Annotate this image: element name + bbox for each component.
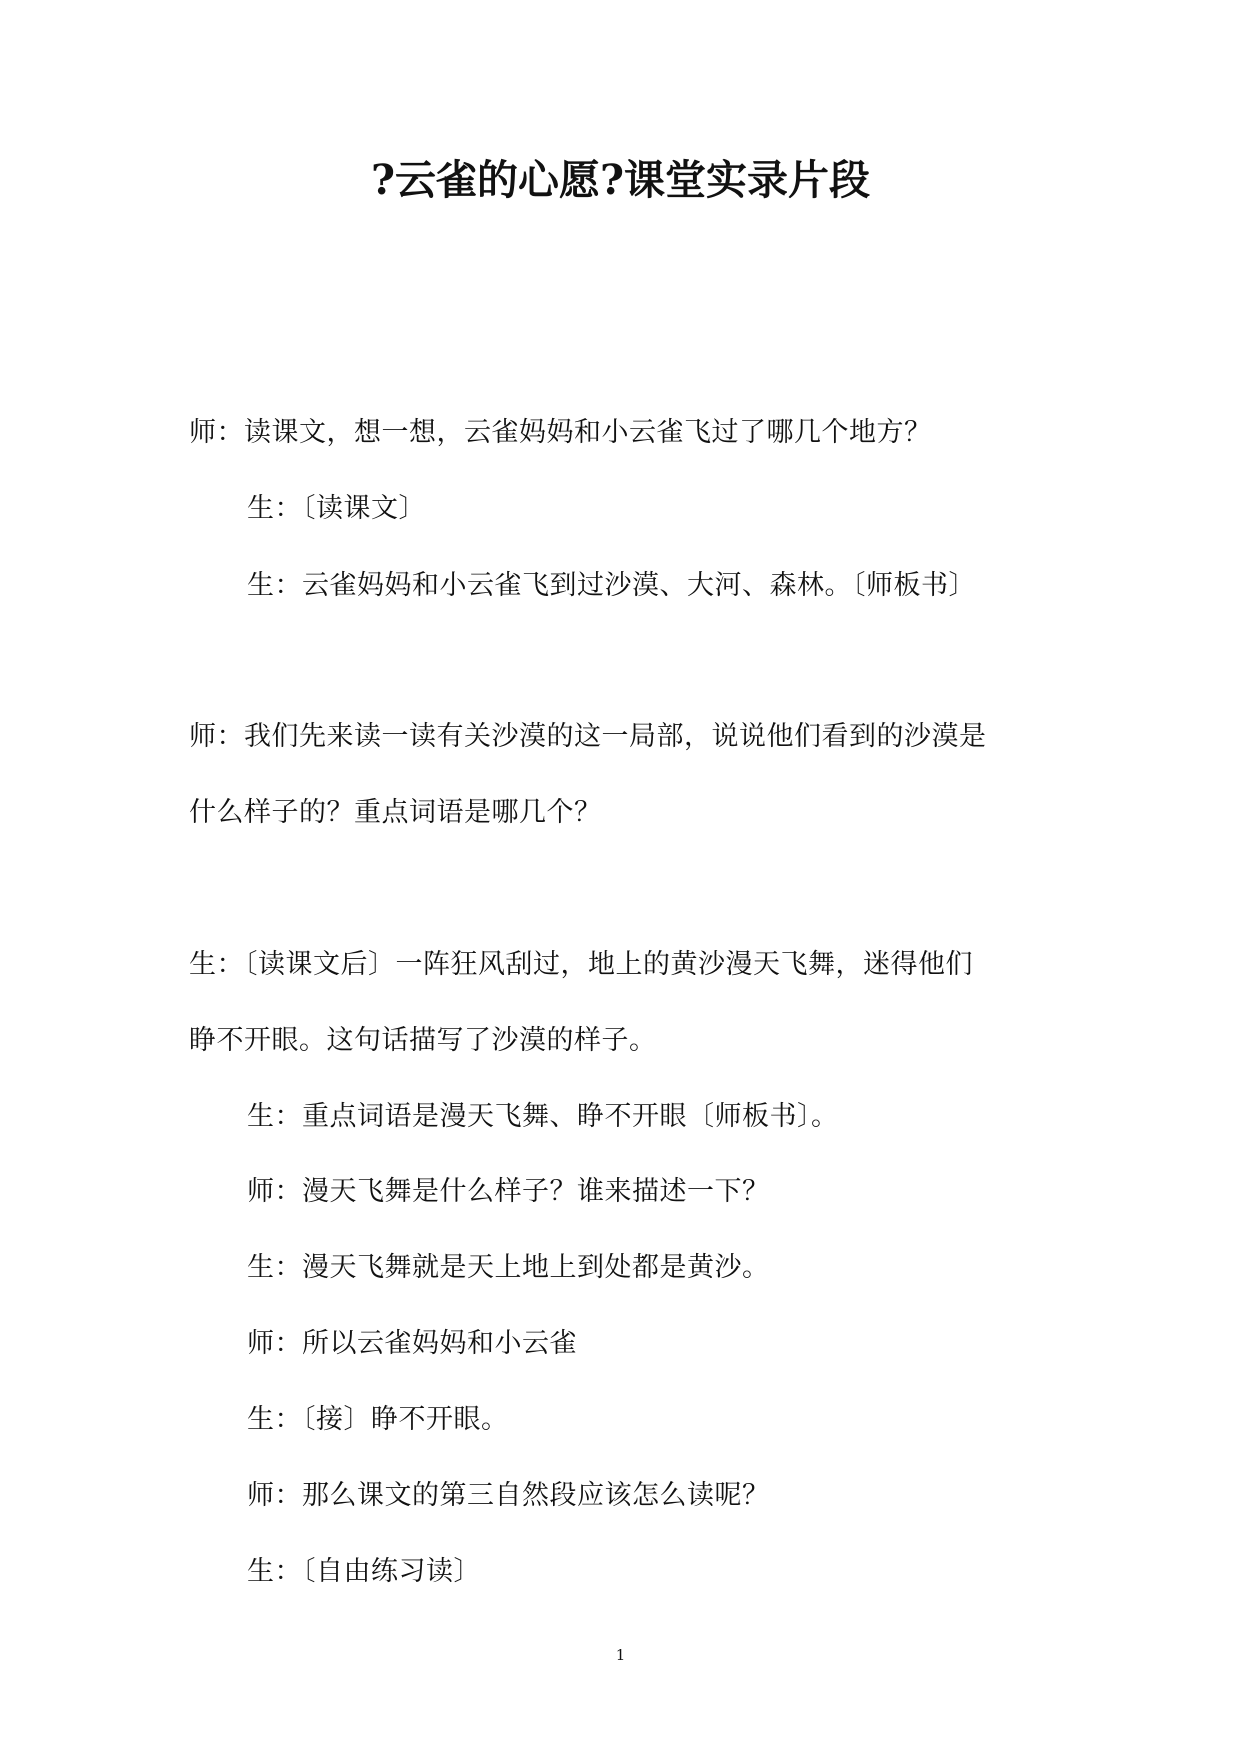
paragraph-line: 师：读课文，想一想，云雀妈妈和小云雀飞过了哪几个地方？: [189, 417, 932, 448]
paragraph-line: 师：漫天飞舞是什么样子？谁来描述一下？: [247, 1176, 770, 1207]
paragraph-line: 睁不开眼。这句话描写了沙漠的样子。: [189, 1025, 657, 1056]
paragraph-line: 什么样子的？重点词语是哪几个？: [189, 797, 602, 828]
paragraph-line: 生：漫天飞舞就是天上地上到处都是黄沙。: [247, 1252, 770, 1283]
paragraph-line: 生：〔接〕睁不开眼。: [247, 1404, 509, 1435]
paragraph-line: 生：〔读课文后〕一阵狂风刮过，地上的黄沙漫天飞舞，迷得他们: [189, 949, 973, 980]
paragraph-line: 师：那么课文的第三自然段应该怎么读呢？: [247, 1480, 770, 1511]
document-title: ?云雀的心愿?课堂实录片段: [370, 156, 871, 204]
paragraph-line: 生：重点词语是漫天飞舞、睁不开眼〔师板书〕。: [247, 1101, 839, 1132]
paragraph-line: 师：所以云雀妈妈和小云雀: [247, 1328, 577, 1359]
paragraph-line: 师：我们先来读一读有关沙漠的这一局部，说说他们看到的沙漠是: [189, 721, 987, 752]
paragraph-line: 生：〔自由练习读〕: [247, 1556, 481, 1587]
page-number: 1: [615, 1646, 626, 1664]
paragraph-line: 生：〔读课文〕: [247, 493, 426, 524]
paragraph-line: 生：云雀妈妈和小云雀飞到过沙漠、大河、森林。〔师板书〕: [247, 570, 976, 601]
